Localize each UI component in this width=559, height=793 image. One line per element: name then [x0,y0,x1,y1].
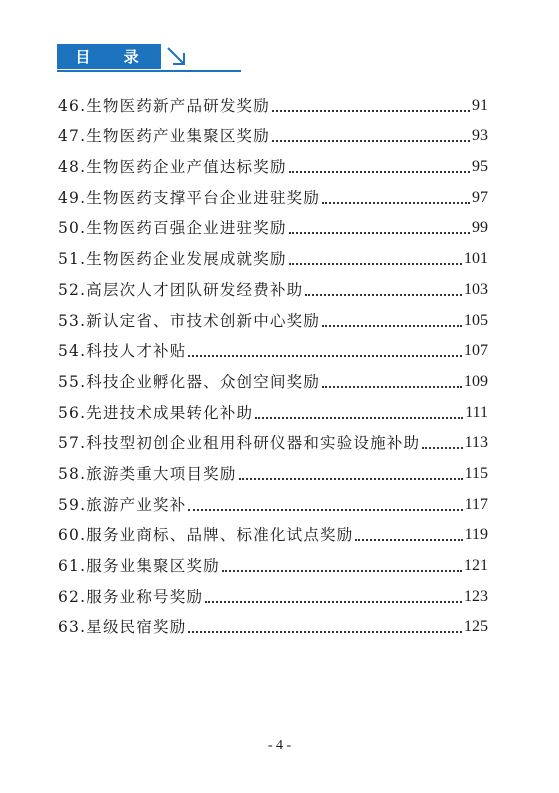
toc-entry[interactable] [58,607,488,638]
toc-entry[interactable] [58,116,488,147]
toc-entry[interactable] [58,331,488,362]
toc-entry[interactable] [58,300,488,331]
toc-header [57,44,507,74]
toc-dot-leader [422,447,462,449]
toc-dot-leader [355,539,462,541]
toc-dot-leader [188,355,462,357]
toc-entry-page: 121 [464,557,488,574]
toc-entry[interactable] [58,453,488,484]
toc-dot-leader [289,232,470,234]
toc-entry-page: 107 [464,342,488,360]
toc-entry-title: 58.旅游类重大项目奖励 [58,464,237,483]
toc-entry-title: 52.高层次人才团队研发经费补助 [58,280,304,299]
toc-entry[interactable] [58,146,488,177]
toc-dot-leader [289,263,462,265]
toc-entry[interactable] [58,361,488,392]
toc-entry-page: 125 [464,618,488,636]
toc-dot-leader [305,294,462,296]
toc-dot-leader [322,386,462,388]
toc-entry-title: 50.生物医药百强企业进驻奖励 [58,219,287,238]
toc-dot-leader [322,202,470,204]
toc-entry-page: 111 [465,403,488,421]
toc-entry[interactable] [58,484,488,515]
toc-entry-title: 49.生物医药支撑平台企业进驻奖励 [58,188,321,207]
page-number: - 4 - [267,738,292,753]
toc-entry-title: 63.星级民宿奖励 [58,618,187,637]
toc-entry-title: 57.科技型初创企业租用科研仪器和实验设施补助 [58,434,421,453]
toc-entry-page: 115 [464,464,488,482]
toc-entry[interactable] [58,576,488,607]
toc-dot-leader [272,110,470,112]
toc-dot-leader [188,509,462,511]
toc-entry-title: 56.先进技术成果转化补助 [58,403,254,422]
toc-entry-page: 99 [472,219,488,237]
toc-dot-leader [188,631,462,633]
toc-entry-page: 93 [472,127,488,145]
toc-entry[interactable] [58,238,488,269]
toc-entry-title: 61.服务业集聚区奖励 [58,557,220,575]
toc-entry-title: 46.生物医药新产品研发奖励 [58,96,270,115]
toc-entry-page: 103 [464,280,488,298]
toc-dot-leader [255,417,463,419]
toc-header-title: 目 录 [57,44,161,69]
toc-entry-title: 60.服务业商标、品牌、标准化试点奖励 [58,526,354,545]
toc-dot-leader [322,325,462,327]
toc-entry-title: 51.生物医药企业发展成就奖励 [58,250,287,269]
toc-entry-page: 105 [464,311,488,329]
header-underline [57,70,241,72]
toc-entry[interactable] [58,392,488,423]
toc-entry-title: 59.旅游产业奖补 [58,495,187,514]
toc-entry-page: 95 [472,158,488,176]
toc-entry-page: 91 [472,96,488,114]
toc-dot-leader [205,601,462,603]
toc-entry[interactable] [58,208,488,239]
toc-entry[interactable] [58,515,488,546]
toc-entry-title: 55.科技企业孵化器、众创空间奖励 [58,372,321,391]
toc-entry-page: 117 [464,495,488,513]
toc-entry[interactable] [58,177,488,208]
toc-entry-title: 53.新认定省、市技术创新中心奖励 [58,311,321,330]
toc-entry-page: 109 [464,372,488,390]
toc-dot-leader [239,478,463,480]
toc-entry[interactable] [58,423,488,454]
arrow-down-right-icon [165,45,187,67]
toc-dot-leader [272,140,470,142]
toc-list [58,85,488,637]
toc-entry-page: 119 [464,526,488,544]
toc-dot-leader [289,171,470,173]
toc-entry-title: 47.生物医药产业集聚区奖励 [58,127,270,146]
toc-entry-title: 48.生物医药企业产值达标奖励 [58,158,287,177]
toc-entry[interactable] [58,269,488,300]
toc-entry-page: 123 [464,587,488,605]
toc-entry-page: 113 [464,434,488,452]
toc-entry-page: 97 [472,188,488,206]
toc-dot-leader [222,570,462,572]
toc-entry[interactable] [58,85,488,116]
toc-entry-title: 54.科技人才补贴 [58,342,187,361]
toc-entry-title: 62.服务业称号奖励 [58,587,204,606]
toc-entry-page: 101 [464,250,488,268]
toc-entry[interactable] [58,545,488,576]
